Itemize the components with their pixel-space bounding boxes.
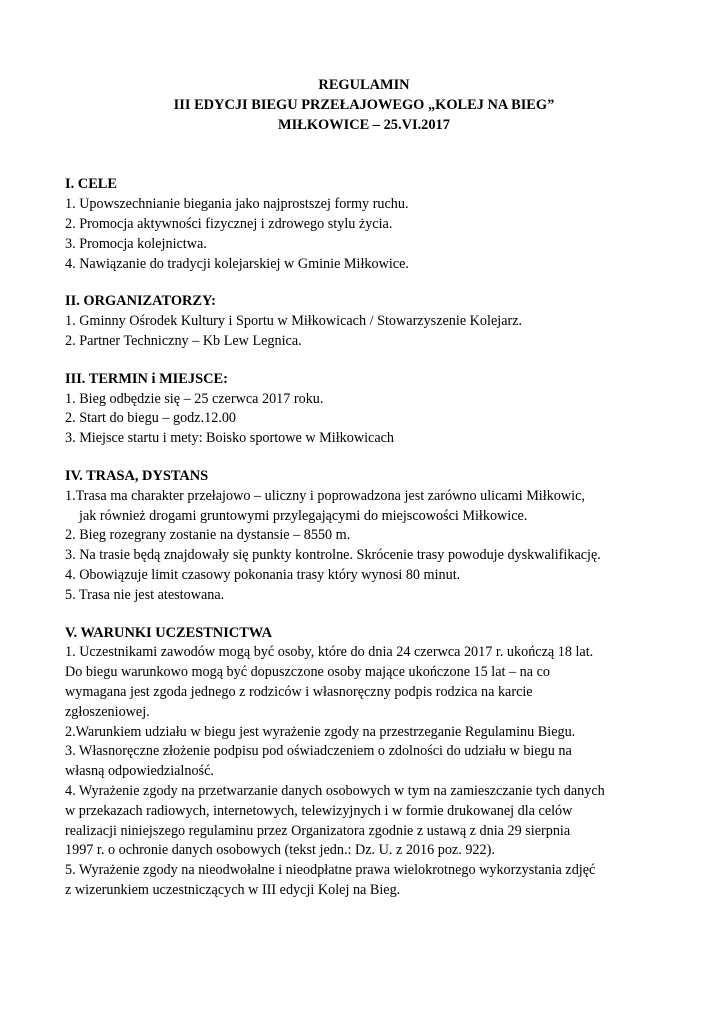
list-item: 4. Wyrażenie zgody na przetwarzanie danych osobowych w tym na zamieszczanie tych danych bbox=[65, 782, 605, 799]
section-termin bbox=[65, 370, 663, 449]
list-item: 1. Bieg odbędzie się – 25 czerwca 2017 roku. bbox=[65, 390, 324, 407]
title-line-1: REGULAMIN bbox=[318, 77, 410, 93]
section-heading: I. CELE bbox=[65, 176, 117, 193]
section-warunki bbox=[65, 624, 663, 901]
list-item: 3. Promocja kolejnictwa. bbox=[65, 235, 207, 252]
list-item: 1. Gminny Ośrodek Kultury i Sportu w Miłkowicach / Stowarzyszenie Kolejarz. bbox=[65, 313, 523, 330]
list-item-continuation: jak również drogami gruntowymi przylegającymi do miejscowości Miłkowice. bbox=[79, 507, 528, 524]
section-heading: III. TERMIN i MIEJSCE: bbox=[65, 370, 228, 387]
title-line-2: III EDYCJI BIEGU PRZEŁAJOWEGO „KOLEJ NA BIEG” bbox=[173, 96, 555, 113]
list-item: 5. Trasa nie jest atestowana. bbox=[65, 586, 225, 603]
list-item: własną odpowiedzialność. bbox=[65, 763, 214, 780]
list-item: w przekazach radiowych, internetowych, telewizyjnych i w formie drukowanej dla celów bbox=[65, 802, 573, 819]
list-item: 2. Start do biegu – godz.12.00 bbox=[65, 410, 237, 427]
list-item: 2. Promocja aktywności fizycznej i zdrowego stylu życia. bbox=[65, 215, 393, 232]
section-heading: V. WARUNKI UCZESTNICTWA bbox=[65, 624, 272, 641]
list-item: 3. Własnoręczne złożenie podpisu pod oświadczeniem o zdolności do udziału w biegu na bbox=[65, 743, 572, 760]
list-item: 2.Warunkiem udziału w biegu jest wyrażenie zgody na przestrzeganie Regulaminu Biegu. bbox=[65, 723, 576, 740]
list-item: 3. Miejsce startu i mety: Boisko sportowe w Miłkowicach bbox=[65, 430, 395, 447]
list-item: 1. Upowszechnianie biegania jako najprostszej formy ruchu. bbox=[65, 196, 409, 213]
section-trasa bbox=[65, 467, 663, 606]
list-item: 2. Bieg rozegrany zostanie na dystansie – 8550 m. bbox=[65, 527, 351, 544]
list-item: 5. Wyrażenie zgody na nieodwołalne i nieodpłatne prawa wielokrotnego wykorzystania zdjęć bbox=[65, 862, 596, 879]
list-item: zgłoszeniowej. bbox=[65, 703, 150, 720]
list-item: 1997 r. o ochronie danych osobowych (tekst jedn.: Dz. U. z 2016 poz. 922). bbox=[65, 842, 495, 859]
list-item: 1.Trasa ma charakter przełajowo – uliczny i poprowadzona jest zarówno ulicami Miłkowic, bbox=[65, 487, 585, 504]
list-item: 4. Obowiązuje limit czasowy pokonania trasy który wynosi 80 minut. bbox=[65, 566, 461, 583]
document-title bbox=[65, 76, 663, 135]
list-item: wymagana jest zgoda jednego z rodziców i własnoręczny podpis rodzica na karcie bbox=[65, 683, 533, 700]
list-item: Do biegu warunkowo mogą być dopuszczone osoby mające ukończone 15 lat – na co bbox=[65, 664, 550, 681]
list-item: realizacji niniejszego regulaminu przez Organizatora zgodnie z ustawą z dnia 29 sierpnia bbox=[65, 822, 571, 839]
list-item: 3. Na trasie będą znajdowały się punkty kontrolne. Skrócenie trasy powoduje dyskwalifikację. bbox=[65, 547, 601, 564]
list-item: 2. Partner Techniczny – Kb Lew Legnica. bbox=[65, 332, 302, 349]
section-heading: II. ORGANIZATORZY: bbox=[65, 293, 216, 310]
list-item: 1. Uczestnikami zawodów mogą być osoby, które do dnia 24 czerwca 2017 r. ukończą 18 lat. bbox=[65, 644, 594, 661]
section-cele bbox=[65, 175, 663, 274]
section-organizatorzy bbox=[65, 292, 663, 351]
title-line-3: MIŁKOWICE – 25.VI.2017 bbox=[278, 116, 450, 133]
list-item: 4. Nawiązanie do tradycji kolejarskiej w Gminie Miłkowice. bbox=[65, 255, 409, 272]
section-heading: IV. TRASA, DYSTANS bbox=[65, 467, 209, 484]
list-item: z wizerunkiem uczestniczących w III edycji Kolej na Bieg. bbox=[65, 881, 401, 898]
